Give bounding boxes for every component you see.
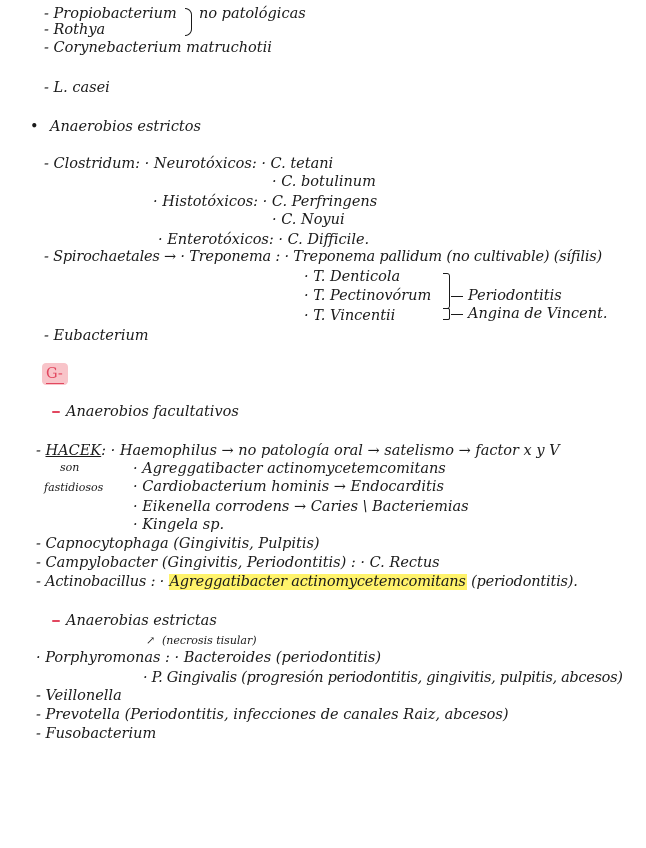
arrow-icon — [451, 296, 463, 297]
haemophilus-text: : · Haemophilus → no patología oral → satelismo → factor x y V — [101, 443, 560, 459]
line-fusobacterium: - Fusobacterium — [36, 726, 157, 742]
heading-anaerobias-estrictas — [52, 613, 217, 630]
line-actinobacillus — [36, 574, 578, 591]
line-cardiobacterium: · Cardiobacterium hominis → Endocarditis — [133, 479, 444, 495]
line-denticola: · T. Denticola — [304, 269, 401, 285]
line-clostridum: - Clostridum: · Neurotóxicos: · C. tetani — [44, 156, 334, 172]
bracket-icon — [443, 273, 450, 309]
line-histotoxicos: · Histotóxicos: · C. Perfringens — [153, 194, 378, 210]
line-gingivalis: · P. Gingivalis (progresión periodontitis, gingivitis, pulpitis, abcesos) — [143, 670, 623, 686]
line-capnocytophaga: - Capnocytophaga (Gingivitis, Pulpitis) — [36, 536, 320, 552]
line-veillonella: - Veillonella — [36, 688, 122, 704]
line-botulinum: · C. botulinum — [272, 174, 376, 190]
fastidiosos-label: fastidiosos — [44, 481, 104, 494]
line-propiobacterium: - Propiobacterium — [44, 6, 177, 22]
line-l-casei: - L. casei — [44, 80, 110, 96]
hacek-label: HACEK — [45, 443, 102, 459]
bullet-icon: • — [30, 119, 39, 135]
line-campylobacter: - Campylobacter (Gingivitis, Periodontitis) : · C. Rectus — [36, 555, 440, 571]
underline — [46, 383, 64, 384]
heading-text: Anaerobios facultativos — [66, 404, 239, 420]
arrow-icon — [451, 314, 463, 315]
line-vincentii: · T. Vincentii — [304, 308, 396, 324]
arrow-icon: ↗ — [146, 634, 156, 647]
line-agreggatibacter: · Agreggatibacter actinomycetemcomitans — [133, 461, 446, 477]
necrosis-note: (necrosis tisular) — [162, 634, 257, 647]
bracket-icon — [443, 308, 450, 320]
line-corynebacterium: - Corynebacterium matruchotii — [44, 40, 272, 56]
heading-g-negative: G- — [46, 366, 63, 382]
line-rothya: - Rothya — [44, 22, 106, 38]
pink-dash-icon — [52, 620, 60, 623]
periodontitis-text: (periodontitis). — [471, 574, 578, 590]
line-eubacterium: - Eubacterium — [44, 328, 149, 344]
pink-dash-icon — [52, 411, 60, 414]
dash-text: - — [36, 443, 46, 459]
line-periodontitis: Periodontitis — [468, 288, 562, 304]
line-prevotella: - Prevotella (Periodontitis, infecciones de canales Raiz, abcesos) — [36, 707, 509, 723]
heading-anaerobios-estrictos: Anaerobios estrictos — [50, 119, 201, 135]
line-kingela: · Kingela sp. — [133, 517, 225, 533]
highlighted-text: Agreggatibacter actinomycetemcomitans — [169, 574, 466, 590]
line-enterotoxicos: · Enterotóxicos: · C. Difficile. — [158, 232, 370, 248]
actinobacillus-text: - Actinobacillus : · — [36, 574, 165, 590]
heading-text: Anaerobias estrictas — [66, 613, 217, 629]
line-hacek — [36, 443, 560, 460]
line-pectinovorum: · T. Pectinovórum — [304, 288, 432, 304]
line-noyui: · C. Noyui — [272, 212, 345, 228]
line-eikenella: · Eikenella corrodens → Caries \ Bacteriemias — [133, 499, 469, 515]
son-label: son — [60, 461, 80, 474]
line-no-patologicas: no patológicas — [199, 6, 306, 22]
line-spirochaetales: - Spirochaetales → · Treponema : · Treponema pallidum (no cultivable) (sífilis) — [44, 249, 603, 265]
line-angina: Angina de Vincent. — [468, 306, 608, 322]
heading-anaerobios-facultativos — [52, 404, 239, 421]
brace-icon — [185, 8, 192, 36]
line-porphyromonas: · Porphyromonas : · Bacteroides (periodontitis) — [36, 650, 381, 666]
